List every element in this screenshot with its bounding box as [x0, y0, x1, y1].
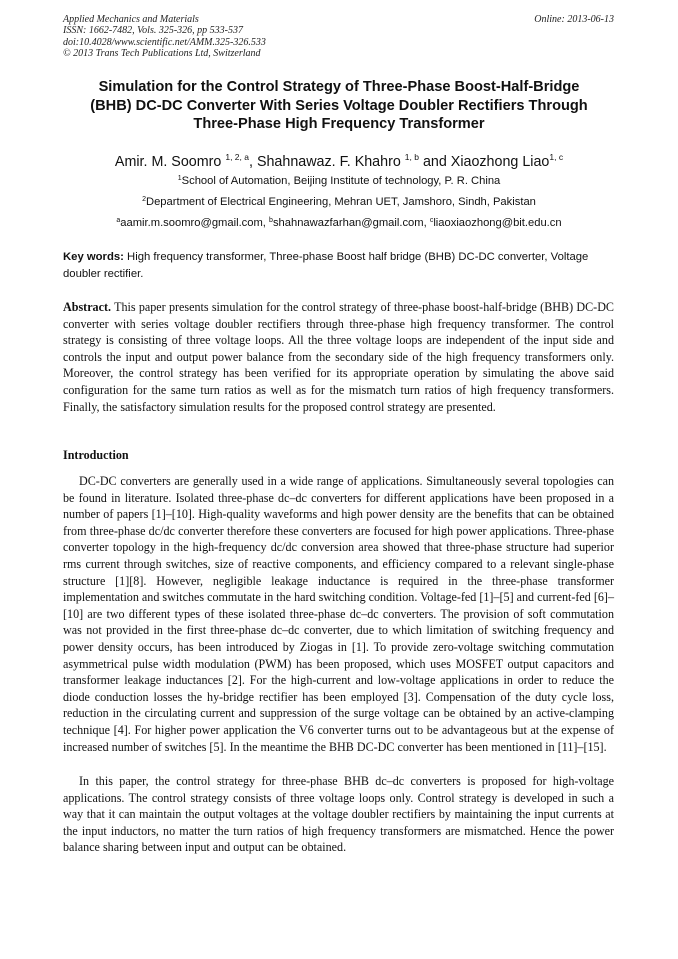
affiliation-sup: 1	[177, 175, 182, 182]
journal-name: Applied Mechanics and Materials	[63, 14, 199, 25]
author-emails	[60, 217, 618, 229]
title-line: (BHB) DC-DC Converter With Series Voltage Doubler Rectifiers Through	[90, 97, 588, 114]
journal-issn: ISSN: 1662-7482, Vols. 325-326, pp 533-537	[63, 25, 243, 37]
author-name: Shahnawaz. F. Khahro	[256, 154, 401, 170]
affiliation-sup: 2	[142, 196, 146, 203]
intro-paragraph-1: DC-DC converters are generally used in a wide range of applications. Simultaneously several topologies can be found in literature. Isolated three-phase dc–dc converters for different applications have been proposed in a number of papers [1]–[10]. High-quality waveforms and high power density are the benefits that can be obtained from three-phase dc/dc converter therefore these converters are focused for high power applications. Three-phase converter topology in the high-frequency dc/dc conversion area showed that three-phase structure had superior rms current through switches, size of reactive components, and efficiency compared to a relevant single-phase structure [1][8]. However, negligible leakage inductance is required in the three-phase transformer implementation and switches commutate in the hard switching condition. Voltage-fed [1]–[5] and current-fed [6]–[10] are two different types of these isolated three-phase dc–dc converters. The provision of soft commutation was not provided in the first three-phase dc–dc converter, due to which limitation of switching frequency and power density occurs, has been introduced by Ziogas in [1]. To provide zero-voltage switching commutation asymmetrical pulse width modulation (PWM) has been proposed, which uses MOSFET output capacitors and transformer leakage inductances [2]. For the high-current and low-voltage applications in order to reduce the diode conduction losses the hy-bridge rectifier has been employed [3]. Compensation of the duty cycle loss, reduction in the circulating current and suppression of the surge voltage can be obtained by an active-clamping technique [4]. For higher power application the V6 converter turns out to be advantageous but at the expense of increased number of switches [5]. In the meantime the BHB DC-DC converter has been mentioned in [11]–[15].	[63, 474, 615, 754]
author-affil-sup: 1, b	[404, 152, 419, 162]
email-link[interactable]: shahnawazfarhan@gmail.com,	[272, 217, 427, 229]
keywords-label: Key words:	[63, 251, 124, 263]
email-sup: b	[269, 217, 273, 224]
author-name: Amir. M. Soomro	[114, 154, 222, 170]
email-sup: a	[116, 217, 121, 224]
journal-header	[63, 14, 266, 59]
intro-paragraph-2: In this paper, the control strategy for three-phase BHB dc–dc converters is proposed for high-voltage applications. The control strategy consists of three voltage loops only. Control strategy is developed in such a way that it can maintain the output voltages at the voltage doubler rectifiers by maintaining the input currents at the input inductors, no matter the turn ratios of high frequency transformers are mismatched. Hence the power balance sharing between input and output can be obtained.	[63, 774, 614, 855]
paper-title	[60, 78, 618, 134]
affiliation-text: School of Automation, Beijing Institute of technology, P. R. China	[181, 175, 501, 187]
abstract-label: Abstract.	[63, 300, 112, 314]
author-name: Xiaozhong Liao	[450, 154, 550, 170]
affiliation-text: Department of Electrical Engineering, Mehran UET, Jamshoro, Sindh, Pakistan	[146, 196, 536, 208]
author-affil-sup: 1, c	[549, 152, 564, 162]
author-and: and	[422, 154, 447, 170]
affiliation-2	[60, 196, 618, 208]
title-line: Simulation for the Control Strategy of Three-Phase Boost-Half-Bridge	[98, 79, 580, 95]
keywords	[63, 249, 614, 282]
online-date: Online: 2013-06-13	[534, 14, 614, 25]
journal-copyright: © 2013 Trans Tech Publications Ltd, Switzerland	[63, 47, 261, 59]
email-link[interactable]: aamir.m.soomro@gmail.com,	[120, 217, 266, 229]
journal-doi: doi:10.4028/www.scientific.net/AMM.325-326.533	[63, 36, 266, 48]
email-link[interactable]: liaoxiaozhong@bit.edu.cn	[433, 217, 562, 229]
title-line: Three-Phase High Frequency Transformer	[193, 116, 485, 132]
abstract	[63, 299, 614, 415]
affiliation-1	[60, 175, 618, 187]
abstract-text: This paper presents simulation for the control strategy of three-phase boost-half-bridge (BHB) DC-DC converter with series voltage doubler rectifiers through three-phase high frequency transformer. The control strategy is consisting of three voltage loops. All the three voltage loops are independent of the input side and controls the input and output power balance from the secondary side of the high frequency transformers only. Moreover, the control strategy has been verified for its appropriate operation by simulating the above said configuration for the same turn ratios as well as for the mismatch turn ratios of high frequency transformers. Finally, the satisfactory simulation results for the proposed control strategy are presented.	[63, 300, 614, 414]
email-sup: c	[429, 217, 434, 224]
section-heading-introduction: Introduction	[63, 448, 129, 462]
keywords-text: High frequency transformer, Three-phase Boost half bridge (BHB) DC-DC converter, Voltage doubler rectifier.	[63, 251, 589, 280]
author-affil-sup: 1, 2, a	[225, 152, 249, 162]
author-list: Amir. M. Soomro $^{1, 2, a}$, Shahnawaz. F. Khahro $^{1, b}$ and Xiaozhong Liao$^{1, c}$	[114, 152, 564, 170]
